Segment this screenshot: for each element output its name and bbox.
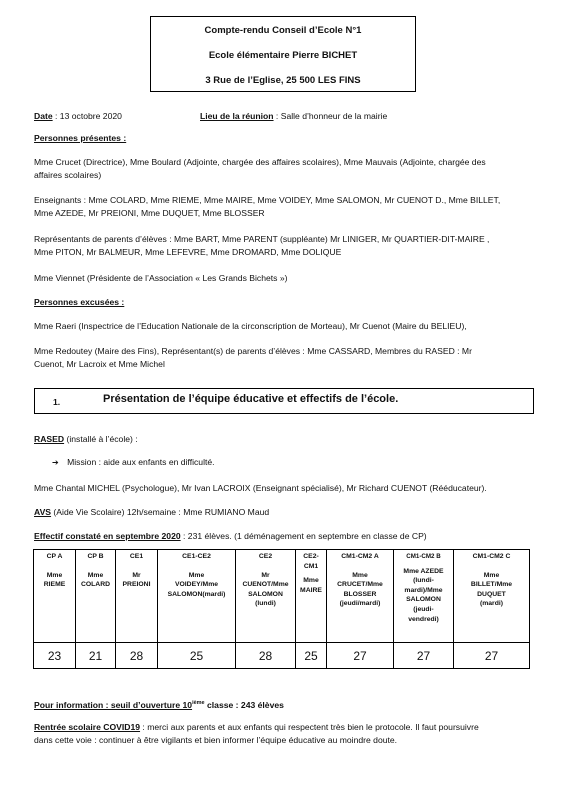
direction-line-1: Mme Crucet (Directrice), Mme Boulard (Adjointe, chargée des affaires scolaires), Mme Mauvais (Adjointe, chargée des [34, 157, 486, 167]
section-1-box [34, 388, 534, 414]
date-value: : 13 octobre 2020 [52, 111, 122, 121]
table-cell: CE1-CE2 Mme VOIDEY/Mme SALOMON(mardi) [158, 550, 236, 643]
table-cell: CM1-CM2 C Mme BILLET/Mme DUQUET (mardi) [454, 550, 530, 643]
table-cell: 21 [76, 643, 116, 669]
header-box [150, 16, 416, 92]
arrow-right-icon: ➔ [52, 458, 59, 467]
date-label: Date [34, 111, 53, 121]
lieu-line [200, 111, 387, 121]
info-text: classe : 243 élèves [204, 699, 284, 710]
table-cell: 27 [454, 643, 530, 669]
table-cell: CE2- CM1 Mme MAIRE [296, 550, 327, 643]
presentes-parents [34, 233, 534, 258]
rased-members: Mme Chantal MICHEL (Psychologue), Mr Ivan LACROIX (Enseignant spécialisé), Mr Richard CUENOT (Rééducateur). [34, 483, 487, 493]
excusees-heading: Personnes excusées : [34, 297, 125, 307]
table-cell: 28 [236, 643, 296, 669]
avs-text: (Aide Vie Scolaire) 12h/semaine : Mme RUMIANO Maud [51, 507, 270, 517]
rased-line [34, 433, 534, 446]
effectif-line [34, 530, 534, 543]
school-address: 3 Rue de l’Eglise, 25 500 LES FINS [205, 75, 361, 86]
rentree-line-1: : merci aux parents et aux enfants qui respectent très bien le protocole. Il faut poursuivre [140, 722, 479, 732]
excusees-line-2a: Mme Redoutey (Maire des Fins), Représentant(s) de parents d’élèves : Mme CASSARD, Membres du RASED : Mr [34, 346, 472, 356]
direction-line-2: affaires scolaires) [34, 169, 102, 180]
info-line [34, 697, 534, 711]
table-cell: 28 [116, 643, 158, 669]
parents-line-1: Représentants de parents d’élèves : Mme BART, Mme PARENT (suppléante) Mr LINIGER, Mr QUARTIER-DIT-MAIRE , [34, 234, 490, 244]
table-cell: 25 [158, 643, 236, 669]
effectif-text: : 231 élèves. (1 déménagement en septembre en classe de CP) [180, 531, 427, 541]
rased-label: RASED [34, 434, 65, 444]
effectif-table [33, 549, 530, 669]
table-cell: CP A Mme RIEME [34, 550, 76, 643]
section-1-number: 1. [53, 397, 61, 407]
rentree-label: Rentrée scolaire COVID19 [34, 722, 141, 732]
table-cell: CM1-CM2 B Mme AZEDE (lundi- mardi)/Mme SALOMON (jeudi- vendredi) [394, 550, 454, 643]
rentree-line-2: dans cette voie : continuer à être vigilants et bien informer l’équipe éducative au moindre doute. [34, 734, 398, 745]
presentes-association: Mme Viennet (Présidente de l’Association « Les Grands Bichets ») [34, 273, 288, 283]
table-header-row [34, 550, 530, 643]
presentes-enseignants [34, 194, 534, 219]
rased-suffix: (installé à l’école) : [64, 434, 138, 444]
presentes-direction [34, 156, 534, 181]
lieu-value: : Salle d’honneur de la mairie [273, 111, 388, 121]
document-title: Compte-rendu Conseil d’Ecole N°1 [204, 25, 362, 36]
table-row [34, 643, 530, 669]
lieu-label: Lieu de la réunion [200, 111, 274, 121]
rentree-block [34, 721, 534, 746]
table-cell: 23 [34, 643, 76, 669]
effectif-label: Effectif constaté en septembre 2020 [34, 531, 181, 541]
date-line [34, 111, 122, 121]
mission-text: Mission : aide aux enfants en difficulté. [67, 457, 215, 467]
section-1-title: Présentation de l’équipe éducative et effectifs de l’école. [103, 393, 399, 405]
enseignants-line-1: Enseignants : Mme COLARD, Mme RIEME, Mme MAIRE, Mme VOIDEY, Mme SALOMON, Mr CUENOT D., Mme BILLET, [34, 195, 501, 205]
table-cell: 27 [394, 643, 454, 669]
excusees-line-2b: Cuenot, Mr Lacroix et Mme Michel [34, 358, 165, 369]
presentes-heading: Personnes présentes : [34, 133, 127, 143]
table-cell: CE2 Mr CUENOT/Mme SALOMON (lundi) [236, 550, 296, 643]
table-cell: CE1 Mr PREIONI [116, 550, 158, 643]
info-sup: ième [192, 700, 205, 706]
table-cell: 27 [327, 643, 394, 669]
school-name: Ecole élémentaire Pierre BICHET [208, 50, 358, 61]
table-cell: CP B Mme COLARD [76, 550, 116, 643]
table-cell: 25 [296, 643, 327, 669]
avs-line [34, 506, 534, 519]
avs-label: AVS [34, 507, 52, 517]
table-cell: CM1-CM2 A Mme CRUCET/Mme BLOSSER (jeudi/mardi) [327, 550, 394, 643]
parents-line-2: Mme PITON, Mr BALMEUR, Mme LEFEVRE, Mme DROMARD, Mme DOLIQUE [34, 246, 342, 257]
rased-mission [52, 457, 215, 467]
excusees-line-2 [34, 345, 534, 370]
excusees-line-1: Mme Raeri (Inspectrice de l’Education Nationale de la circonscription de Morteau), Mr Cuenot (Maire du BELIEU), [34, 321, 467, 331]
enseignants-line-2: Mme AZEDE, Mr PREIONI, Mme DUQUET, Mme BLOSSER [34, 207, 265, 218]
info-label: Pour information : seuil d’ouverture 10 [34, 699, 193, 710]
